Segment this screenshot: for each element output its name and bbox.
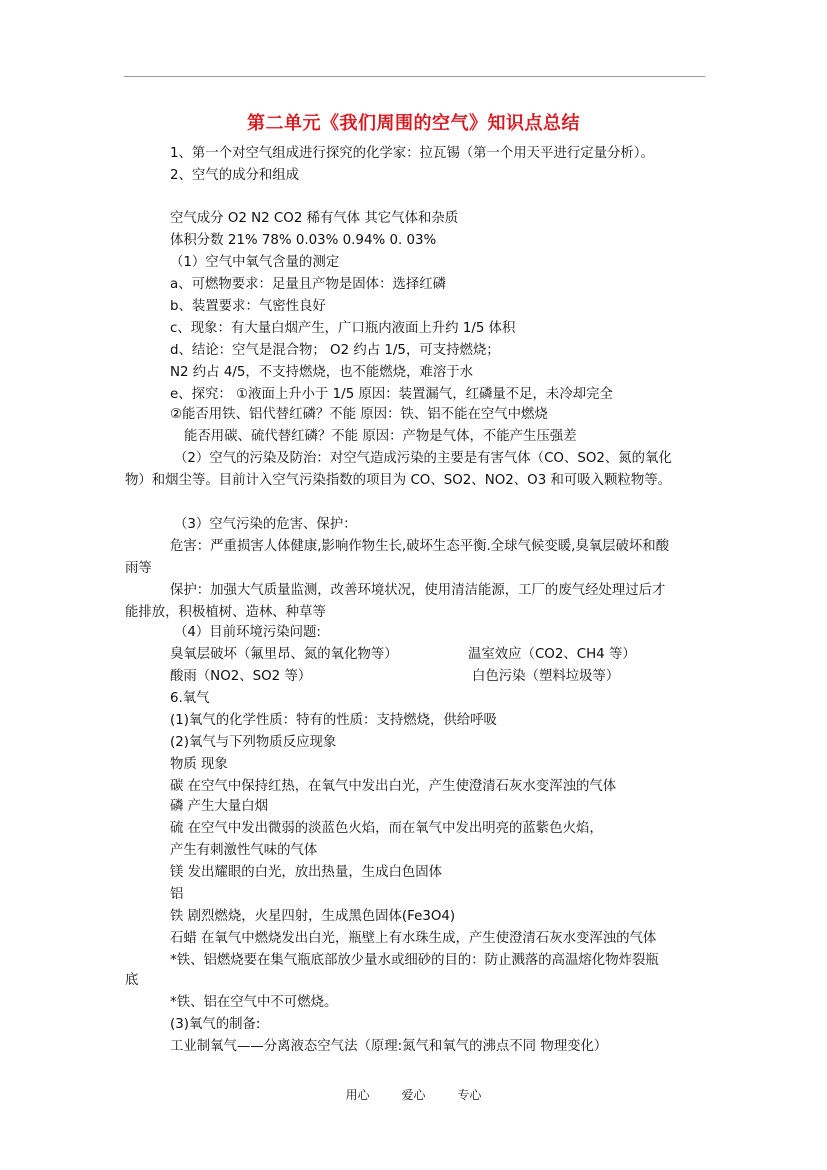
text-line: （4）目前环境污染问题: (174, 625, 321, 640)
text-line: （3）空气污染的危害、保护： (174, 517, 357, 532)
text-line: 物质 现象 (170, 757, 228, 772)
text-line: 镁 发出耀眼的白光，放出热量，生成白色固体 (170, 865, 443, 880)
text-line: 石蜡 在氧气中燃烧发出白光，瓶壁上有水珠生成，产生使澄清石灰水变浑浊的气体 (170, 931, 657, 946)
text-line: (1)氧气的化学性质：特有的性质：支持燃烧，供给呼吸 (170, 713, 497, 728)
text-line: （1）空气中氧气含量的测定 (170, 255, 340, 270)
text-line: 硫 在空气中发出微弱的淡蓝色火焰，而在氧气中发出明亮的蓝紫色火焰， (170, 821, 603, 836)
text-line: （2）空气的污染及防治：对空气造成污染的主要是有害气体（CO、SO2、氮的氧化 (174, 451, 672, 466)
text-line: 白色污染（塑料垃圾等） (472, 669, 620, 684)
text-line: 磷 产生大量白烟 (170, 799, 268, 814)
page-footer (0, 1086, 827, 1103)
text-line: 1、第一个对空气组成进行探究的化学家：拉瓦锡（第一个用天平进行定量分析）。 (170, 146, 654, 161)
text-line: 雨等 (125, 561, 152, 576)
text-line: 工业制氧气——分离液态空气法（原理:氮气和氧气的沸点不同 物理变化） (170, 1039, 608, 1054)
text-line: N2 约占 4/5，不支持燃烧，也不能燃烧，难溶于水 (170, 365, 474, 380)
text-line: 危害：严重损害人体健康,影响作物生长,破坏生态平衡.全球气候变暖,臭氧层破坏和酸 (170, 539, 670, 554)
text-line: 空气成分 O2 N2 CO2 稀有气体 其它气体和杂质 (170, 211, 459, 226)
text-line: *铁、铝燃烧要在集气瓶底部放少量水或细砂的目的：防止溅落的高温熔化物炸裂瓶 (170, 953, 659, 968)
page-title: 第二单元《我们周围的空气》知识点总结 (247, 113, 580, 134)
text-line: 底 (125, 973, 139, 988)
text-line: 保护：加强大气质量监测，改善环境状况，使用清洁能源，工厂的废气经处理过后才 (170, 583, 666, 598)
text-line: a、可燃物要求：足量且产物是固体：选择红磷 (170, 277, 447, 292)
header-rule (124, 76, 705, 77)
footer-text: 专心 (457, 1088, 482, 1102)
text-line: 能排放，积极植树、造林、种草等 (125, 605, 326, 620)
text-line: 2、空气的成分和组成 (170, 168, 300, 183)
text-line: 臭氧层破坏（氟里昂、氮的氧化物等） (170, 647, 398, 662)
text-line: 温室效应（CO2、CH4 等） (468, 647, 636, 662)
text-line: d、结论：空气是混合物； O2 约占 1/5，可支持燃烧； (170, 343, 500, 358)
text-line: (2)氧气与下列物质反应现象 (170, 735, 337, 750)
text-line: 体积分数 21% 78% 0.03% 0.94% 0. 03% (170, 233, 437, 248)
text-line: ②能否用铁、铝代替红磷？不能 原因：铁、铝不能在空气中燃烧 (170, 407, 548, 422)
text-line: c、现象：有大量白烟产生，广口瓶内液面上升约 1/5 体积 (170, 321, 516, 336)
text-line: *铁、铝在空气中不可燃烧。 (170, 995, 338, 1010)
text-line: 产生有刺激性气味的气体 (170, 843, 318, 858)
text-line: 铝 (170, 887, 184, 902)
text-line: b、装置要求：气密性良好 (170, 299, 326, 314)
text-line: (3)氧气的制备: (170, 1017, 261, 1032)
text-line: 6.氧气 (170, 691, 210, 706)
text-line: 能否用碳、硫代替红磷？不能 原因：产物是气体，不能产生压强差 (184, 429, 577, 444)
text-line: 铁 剧烈燃烧，火星四射，生成黑色固体(Fe3O4) (170, 909, 456, 924)
text-line: 物）和烟尘等。目前计入空气污染指数的项目为 CO、SO2、NO2、O3 和可吸入颗粒物等。 (125, 473, 671, 488)
footer-text: 爱心 (401, 1088, 426, 1102)
footer-text: 用心 (345, 1088, 370, 1102)
text-line: 碳 在空气中保持红热，在氧气中发出白光，产生使澄清石灰水变浑浊的气体 (170, 779, 617, 794)
text-line: 酸雨（NO2、SO2 等） (170, 669, 312, 684)
text-line: e、探究： ①液面上升小于 1/5 原因：装置漏气，红磷量不足，未冷却完全 (170, 387, 613, 402)
